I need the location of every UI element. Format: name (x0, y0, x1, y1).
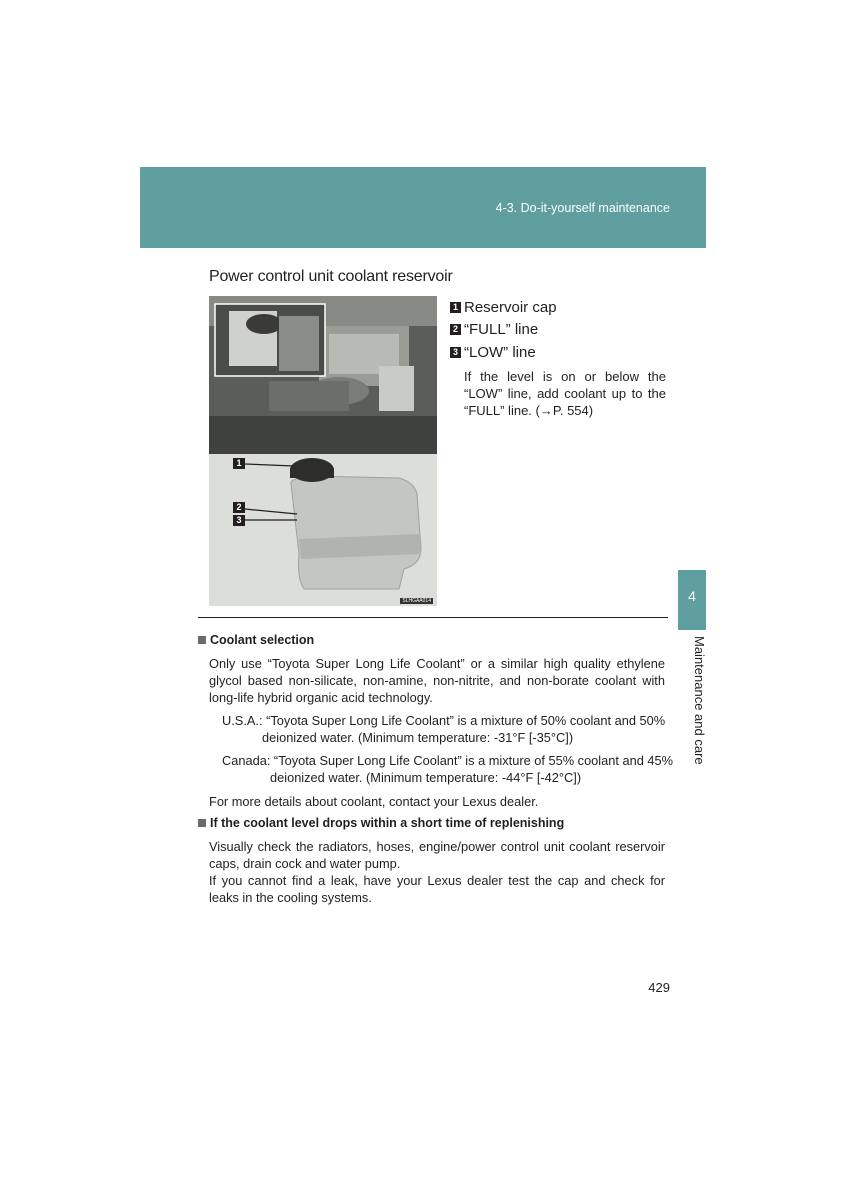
section-header: 4-3. Do-it-yourself maintenance (495, 201, 670, 215)
legend-number: 2 (450, 324, 461, 335)
photo-code: SLHGAA014 (402, 598, 431, 604)
canada-line-1: Canada: “Toyota Super Long Life Coolant” is a mixture of 55% coolant and 45% (222, 753, 674, 768)
engine-bay-photo (209, 296, 437, 454)
legend-label: Reservoir cap (464, 298, 557, 316)
legend-number: 1 (450, 302, 461, 313)
legend-label: “LOW” line (464, 343, 536, 361)
canada-line-2: deionized water. (Minimum temperature: -44°F [-42°C]) (270, 770, 582, 785)
level-drops-para-1: Visually check the radiators, hoses, engine/power control unit coolant reservoir caps, drain cock and water pump. (209, 839, 665, 871)
legend-label: “FULL” line (464, 321, 539, 339)
coolant-selection-heading: Coolant selection (198, 633, 314, 647)
legend-item-low-line (450, 341, 557, 364)
legend-item-full-line (450, 319, 557, 342)
callout-1: 1 (233, 458, 245, 469)
header-band (140, 167, 706, 248)
level-note: If the level is on or below the “LOW” line, add coolant up to the “FULL” line. (→P. 554) (464, 369, 666, 418)
page-number: 429 (648, 980, 670, 995)
chapter-number: 4 (688, 588, 696, 604)
level-drops-heading: If the coolant level drops within a short time of replenishing (198, 816, 564, 830)
callout-2: 2 (233, 502, 245, 513)
callout-3: 3 (233, 515, 245, 526)
square-bullet-icon (198, 819, 206, 827)
divider (198, 617, 668, 618)
usa-line-1: U.S.A.: “Toyota Super Long Life Coolant” is a mixture of 50% coolant and 50% (222, 713, 666, 728)
level-drops-para-2: If you cannot find a leak, have your Lexus dealer test the cap and check for leaks in the cooling systems. (209, 873, 665, 905)
chapter-tab (678, 570, 706, 630)
legend-number: 3 (450, 347, 461, 358)
legend (450, 296, 557, 364)
reservoir-illustration (209, 454, 437, 606)
square-bullet-icon (198, 636, 206, 644)
page-title: Power control unit coolant reservoir (209, 268, 453, 285)
chapter-label: Maintenance and care (692, 636, 707, 765)
legend-item-reservoir-cap (450, 296, 557, 319)
usa-line-2: deionized water. (Minimum temperature: -31°F [-35°C]) (262, 730, 574, 745)
coolant-more-info: For more details about coolant, contact your Lexus dealer. (209, 794, 539, 809)
coolant-intro: Only use “Toyota Super Long Life Coolant” or a similar high quality ethylene glycol based non-silicate, non-amine, non-nitrite, and non-borate coolant with long-life hybrid organic acid technology. (209, 656, 665, 705)
